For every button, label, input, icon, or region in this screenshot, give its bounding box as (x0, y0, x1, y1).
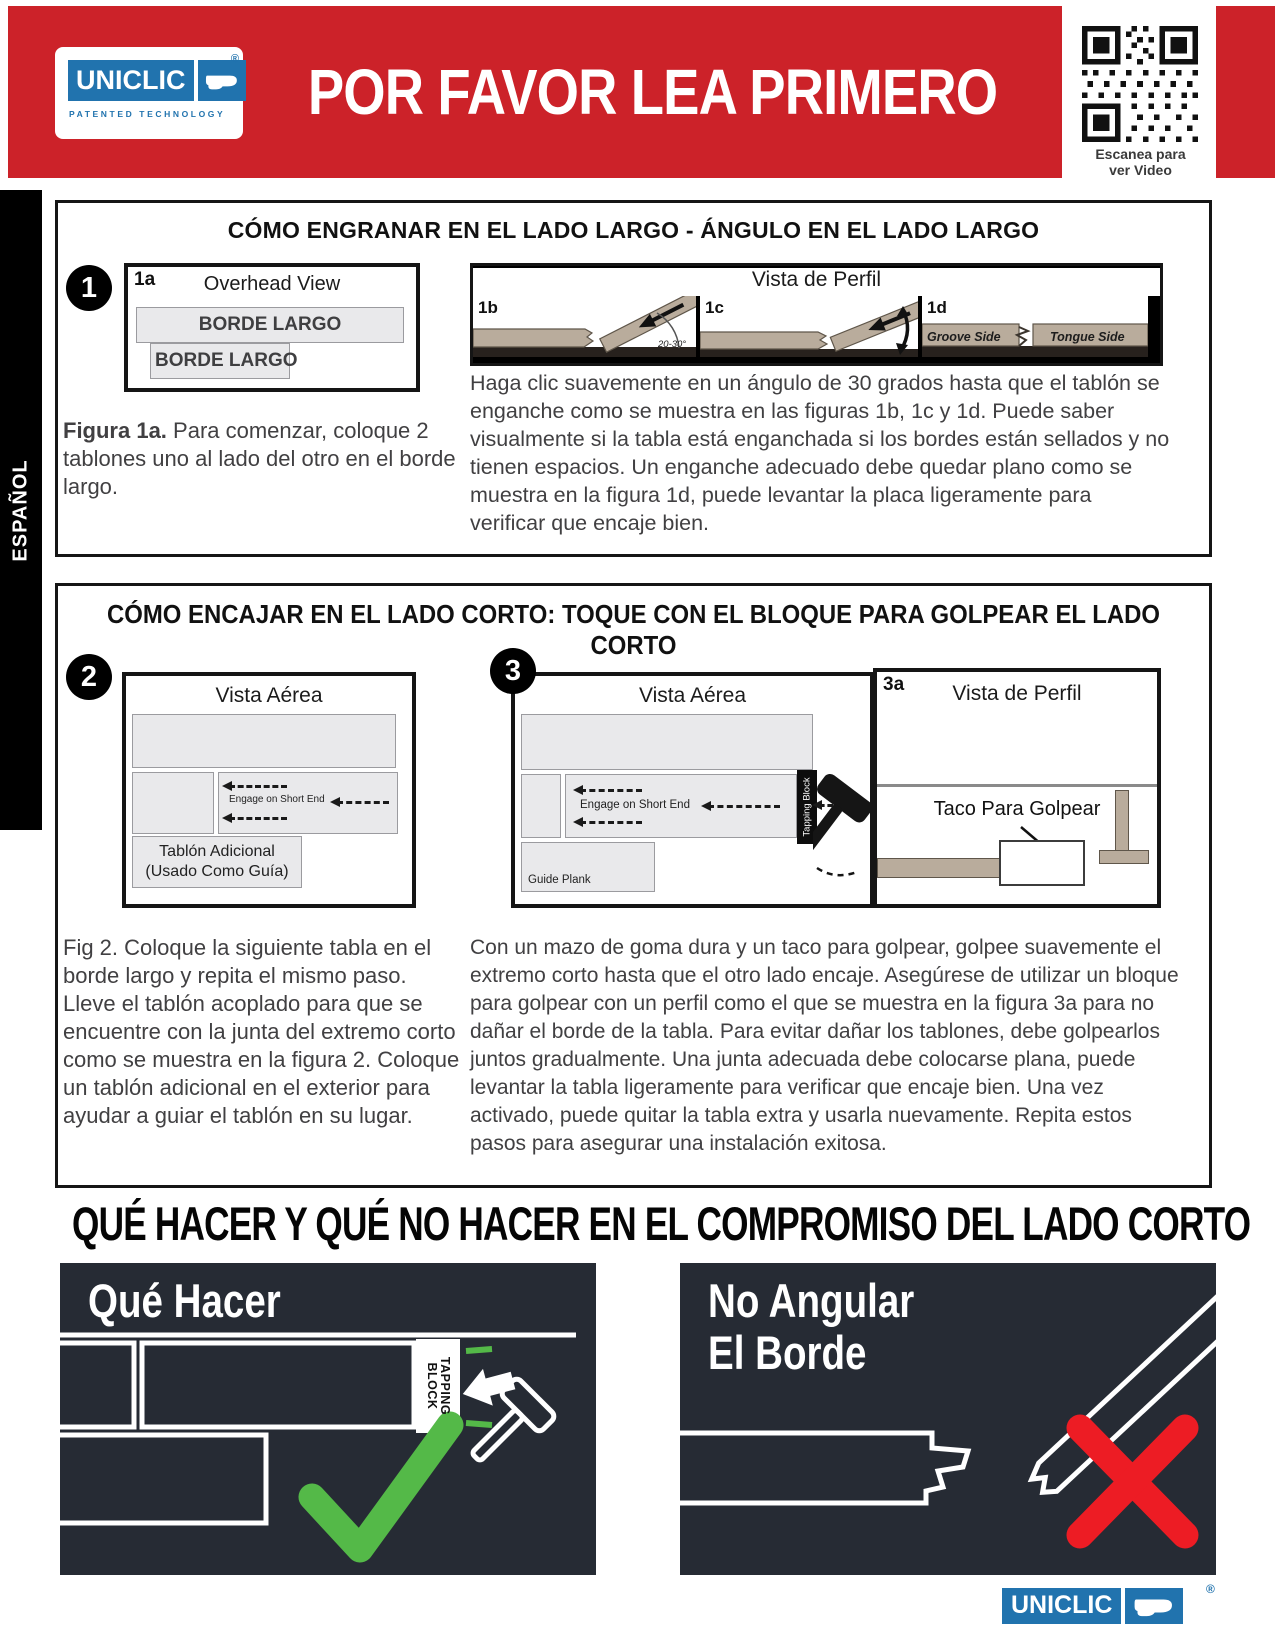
right-plank-end (1099, 850, 1149, 864)
engage-label: Engage on Short End (580, 799, 690, 811)
footer-registered-mark: ® (1206, 1582, 1215, 1596)
plank-left (521, 774, 561, 838)
svg-text:Tongue Side: Tongue Side (1050, 330, 1125, 344)
section-short-side (55, 583, 1212, 1188)
svg-text:1d: 1d (927, 298, 947, 317)
dashed-arrow-right (708, 805, 780, 808)
plank-left (132, 772, 214, 834)
guide-plank-label: Guide Plank (528, 874, 591, 886)
dashed-arrow-left-top (580, 789, 642, 792)
mallet-icon (813, 772, 873, 882)
profile-view-box (470, 263, 1163, 366)
floor-plank (877, 858, 1019, 878)
guide-plank (521, 842, 655, 892)
qr-caption: Escanea para ver Video (1095, 146, 1186, 178)
figure-3a-title: Vista de Perfil (952, 682, 1082, 705)
section2-body: Con un mazo de goma dura y un taco para golpear, golpee suavemente el extremo corto hasta que el otro lado encaje. Asegúrese de utilizar un bloque para golpear con un perfil como el que se muestra en la figura 3a para no dañar el borde de la tabla. Para evitar dañar los tablones, debe golpearlos juntos gradualmente. Una junta adecuada debe colocarse plana, puede levantar la tabla ligeramente para verificar que encaje bien. Una vez activado, puede quitar la tabla extra y usarla nuevamente. Repita estos pasos para asegurar una instalación exitosa. (470, 936, 1179, 1155)
dont-panel (680, 1263, 1216, 1575)
dashed-arrow-left-top (229, 785, 287, 788)
header-banner (8, 6, 1062, 178)
figure-1a (124, 263, 420, 392)
section1-title: CÓMO ENGRANAR EN EL LADO LARGO - ÁNGULO EN EL LADO LARGO (227, 217, 1040, 243)
plank-borde-largo-1: BORDE LARGO (136, 307, 404, 343)
svg-text:Groove Side: Groove Side (927, 330, 1001, 344)
banner-right-strip (1216, 6, 1275, 178)
footer-logo-text: UNICLIC (1002, 1588, 1121, 1624)
registered-mark: ® (230, 53, 239, 65)
figure-3-title: Vista Aérea (638, 684, 747, 707)
step-2-badge: 2 (66, 654, 112, 700)
dashed-arrow-right (337, 801, 389, 804)
do-panel (60, 1263, 596, 1575)
step-1-badge: 1 (66, 265, 112, 311)
checkmark-icon (312, 1425, 450, 1549)
step-3-badge: 3 (490, 648, 536, 694)
section1-body: Haga clic suavemente en un ángulo de 30 grados hasta que el tablón se enganche como se muestra en las figuras 1b, 1c y 1d. Puede saber visualmente si la tabla está enganchada si los bordes están sellados y no tienen espacios. Un enganche adecuado debe quedar plano como se muestra en la figura 1d, puede levantar la placa ligeramente para verificar que encaje bien. (470, 371, 1170, 535)
do-panel-title: Qué Hacer (88, 1274, 281, 1327)
qr-code (1082, 26, 1198, 142)
plank-engaging (218, 772, 398, 834)
plank-borde-largo-2: BORDE LARGO (150, 343, 290, 379)
plank-top (132, 714, 396, 768)
figure-1a-caption: Figura 1a. Para comenzar, coloque 2 tablones uno al lado del otro en el borde largo. (63, 418, 456, 499)
vertical-handle (1115, 790, 1129, 856)
uniclic-logo-card (55, 47, 243, 139)
figure-2-caption: Fig 2. Coloque la siguiente tabla en el borde largo y repita el mismo paso. Lleve el tablón acoplado para que se encuentre con la junta del extremo corto como se muestra en la figura 2. Coloque un tablón adicional en el exterior para ayudar a guiar el tablón en su lugar. (63, 935, 460, 1128)
tapping-block-profile (999, 840, 1085, 886)
guide-plank-labelled: Tablón Adicional (Usado Como Guía) (132, 836, 302, 888)
svg-text:1b: 1b (478, 298, 498, 317)
figure-3 (511, 672, 874, 908)
language-label: ESPAÑOL (9, 458, 32, 562)
figure-3a (873, 668, 1161, 908)
language-sidebar (0, 190, 42, 830)
figure-1b (473, 296, 696, 357)
section2-title: CÓMO ENCAJAR EN EL LADO CORTO: TOQUE CON EL BLOQUE PARA GOLPEAR EL LADO CORTO (107, 599, 1160, 660)
plank-top (521, 714, 813, 770)
tapping-block-label: TAPPING BLOCK (425, 1356, 452, 1416)
figure-1a-title: Overhead View (203, 273, 341, 295)
figure-2 (122, 672, 416, 908)
uniclic-logo-text: UNICLIC (68, 60, 194, 101)
tapping-block: Tapping Block (797, 770, 817, 844)
footer-uniclic-logo (1002, 1588, 1183, 1624)
section-long-side (55, 200, 1212, 557)
footer-profile-icon (1125, 1588, 1183, 1624)
plank-profile-glyph (1131, 1592, 1177, 1620)
profile-view-title: Vista de Perfil (473, 268, 1160, 296)
figure-2-title: Vista Aérea (215, 684, 323, 707)
figure-3a-label: 3a (883, 674, 905, 695)
figure-1d (922, 296, 1148, 357)
dont-panel-title: No Angular El Borde (708, 1274, 915, 1379)
cross-icon (1080, 1428, 1185, 1535)
dashed-arrow-left-bottom (229, 817, 287, 820)
wall-floor-divider (877, 784, 1157, 787)
taco-label: Taco Para Golpear (933, 798, 1101, 820)
uniclic-profile-icon (198, 60, 246, 101)
svg-text:20-30°: 20-30° (658, 339, 687, 350)
engage-label: Engage on Short End (229, 794, 325, 805)
plank-engaging (565, 774, 797, 838)
uniclic-logo-subtitle: PATENTED TECHNOLOGY (69, 109, 226, 119)
dos-donts-heading: QUÉ HACER Y QUÉ NO HACER EN EL COMPROMISO DEL LADO CORTO (72, 1198, 1251, 1251)
dashed-arrow-left-bottom (580, 821, 642, 824)
svg-text:1c: 1c (705, 298, 724, 317)
page-title: POR FAVOR LEA PRIMERO (308, 56, 998, 128)
dashed-arrow-mallet (819, 804, 833, 807)
figure-1a-label: 1a (134, 269, 156, 290)
plank-profile-glyph (203, 69, 241, 93)
figure-1c (700, 296, 918, 357)
